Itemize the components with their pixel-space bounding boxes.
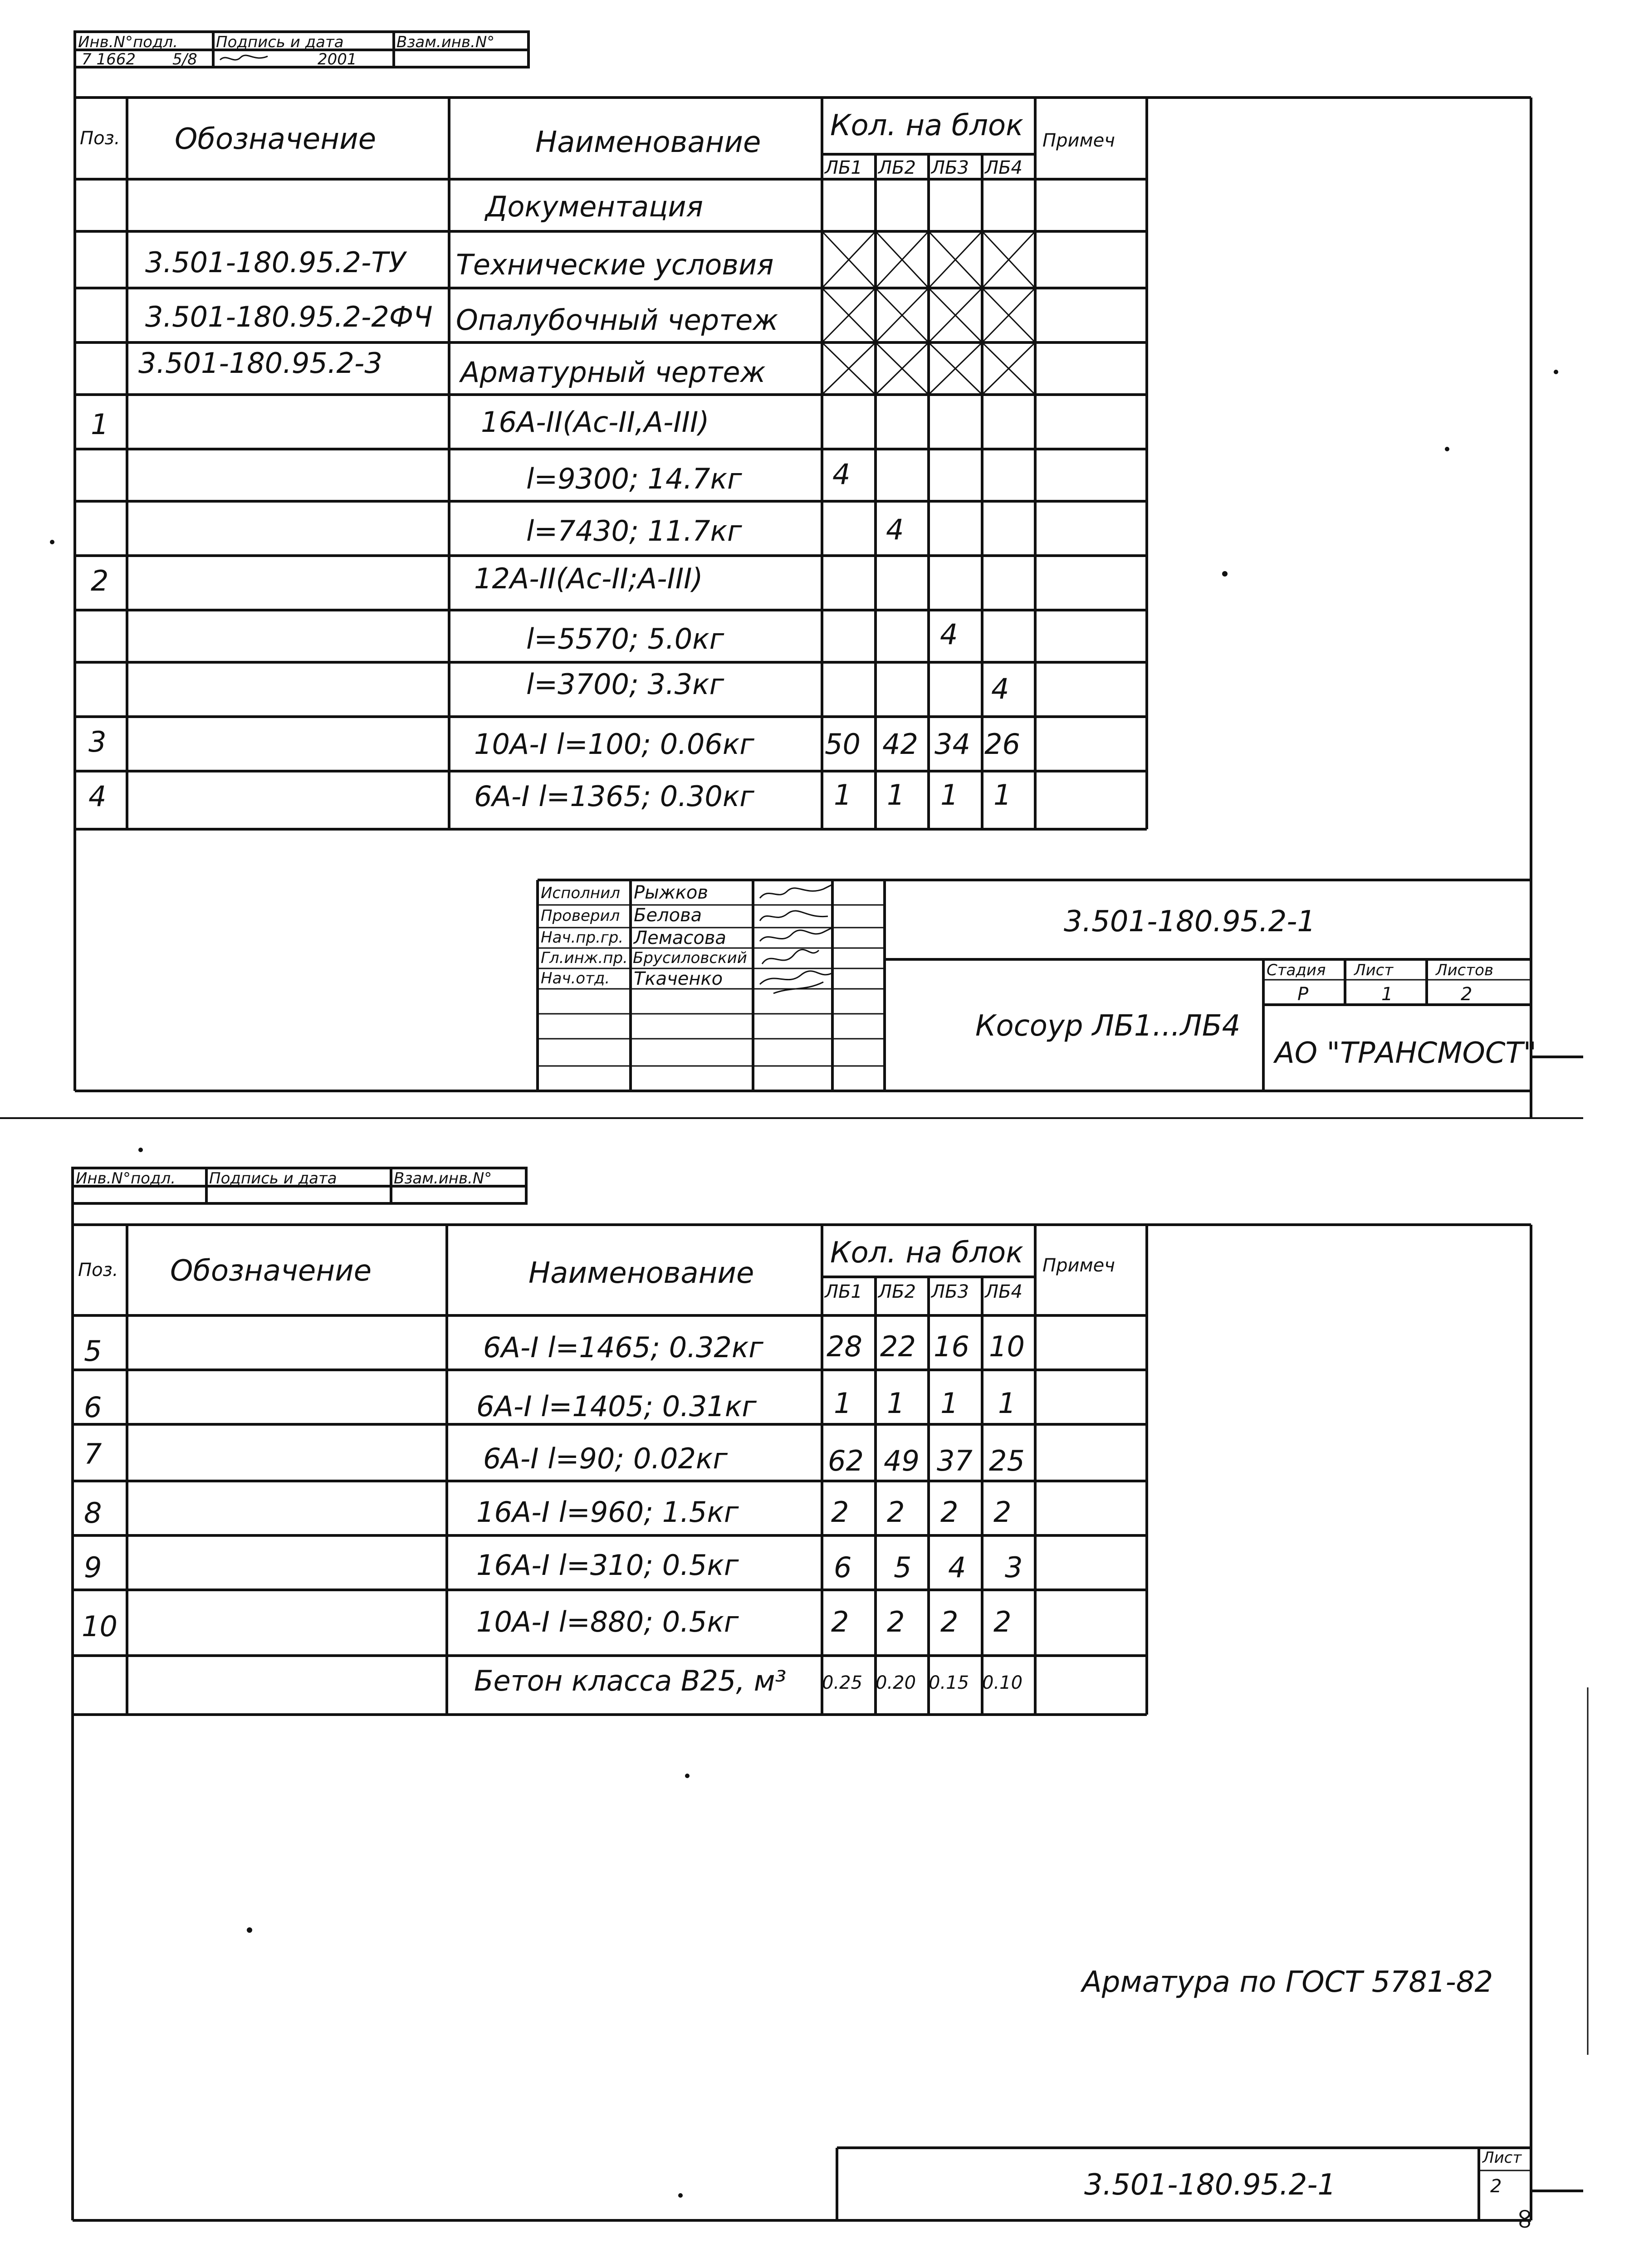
block-header: ЛБ2: [878, 1281, 916, 1302]
qty-cell: 1: [887, 778, 905, 811]
doc-code: 3.501-180.95.2-1: [1064, 905, 1316, 938]
row-pos: 9: [84, 1551, 102, 1584]
qty-cell: 4: [886, 513, 904, 546]
qty-cell: 1: [998, 1387, 1016, 1420]
col-designation-header: Обозначение: [170, 1254, 372, 1288]
row-name: 16A-II(Ac-II,A-III): [481, 406, 709, 439]
qty-cell: 2: [993, 1605, 1012, 1638]
row-pos: 4: [88, 780, 107, 813]
col-qty-header: Кол. на блок: [830, 109, 1023, 142]
qty-cell: 28: [827, 1330, 862, 1363]
person-name: Рыжков: [634, 882, 708, 903]
row-name: 6A-I l=1465; 0.32кг: [483, 1331, 763, 1364]
qty-cell: 0.25: [822, 1672, 863, 1693]
qty-cell: 1: [834, 778, 852, 811]
qty-cell: 37: [937, 1444, 973, 1477]
qty-cell: 34: [934, 728, 970, 761]
stamp-header-sign: Подпись и дата: [216, 33, 344, 51]
qty-cell: 2: [940, 1605, 959, 1638]
stamp-inv-number: 7 1662: [82, 50, 136, 68]
qty-cell: 2: [887, 1496, 905, 1529]
row-pos: 1: [91, 408, 109, 441]
qty-cell: 1: [887, 1387, 905, 1420]
row-name: Бетон класса В25, м³: [474, 1664, 787, 1697]
row-name: l=7430; 11.7кг: [526, 514, 742, 547]
block-header: ЛБ3: [931, 1281, 969, 1302]
qty-cell: 10: [989, 1330, 1025, 1363]
row-designation: 3.501-180.95.2-3: [138, 347, 382, 380]
block-header: ЛБ3: [931, 157, 969, 178]
qty-cell: 4: [832, 458, 851, 491]
row-name: l=3700; 3.3кг: [526, 668, 724, 701]
qty-cell: 2: [887, 1605, 905, 1638]
sheet-value: 1: [1381, 984, 1393, 1005]
block-header: ЛБ1: [825, 1281, 862, 1302]
qty-cell: 2: [993, 1496, 1012, 1529]
row-name: Технические условия: [456, 248, 774, 281]
stamp-header-replace: Взам.инв.N°: [396, 33, 495, 51]
qty-cell: 1: [834, 1387, 852, 1420]
stamp-header-replace: Взам.инв.N°: [394, 1169, 492, 1188]
stamp-signature: [218, 51, 272, 65]
qty-cell: 16: [934, 1330, 969, 1363]
doc-title: Косоур ЛБ1...ЛБ4: [975, 1009, 1241, 1043]
row-pos: 3: [88, 725, 107, 758]
row-pos: 7: [84, 1437, 102, 1471]
role-label: Нач.отд.: [541, 969, 610, 987]
col-qty-header: Кол. на блок: [830, 1236, 1023, 1270]
row-name: Арматурный чертеж: [460, 356, 766, 389]
sheet-value: 2: [1490, 2176, 1502, 2197]
stamp-header-sign: Подпись и дата: [209, 1169, 337, 1188]
row-pos: 5: [84, 1334, 102, 1368]
row-name: 6A-I l=90; 0.02кг: [483, 1442, 728, 1475]
qty-cell: 3: [1005, 1551, 1023, 1584]
qty-cell: 4: [948, 1551, 966, 1584]
block-header: ЛБ4: [985, 157, 1022, 178]
col-name-header: Наименование: [528, 1256, 754, 1290]
qty-cell: 26: [984, 728, 1020, 761]
block-header: ЛБ1: [825, 157, 862, 178]
stamp-header-inv: Инв.N°подл.: [76, 1169, 176, 1188]
qty-cell: 4: [991, 672, 1009, 705]
role-label: Нач.пр.гр.: [541, 929, 624, 947]
qty-cell: 22: [880, 1330, 916, 1363]
stage-label: Стадия: [1267, 961, 1326, 979]
row-name: l=9300; 14.7кг: [526, 462, 742, 495]
rebar-standard-note: Арматура по ГОСТ 5781-82: [1082, 1965, 1493, 1999]
stamp-inv-sub: 5/8: [172, 50, 197, 68]
row-name: 16A-I l=310; 0.5кг: [476, 1549, 739, 1582]
qty-cell: 0.15: [929, 1672, 969, 1693]
qty-cell: 6: [834, 1551, 852, 1584]
qty-cell: 2: [831, 1605, 849, 1638]
person-name: Ткаченко: [634, 968, 723, 989]
qty-cell: 1: [993, 778, 1012, 811]
row-name: Опалубочный чертеж: [456, 303, 778, 337]
sheet-label: Лист: [1354, 961, 1394, 979]
qty-cell: 62: [828, 1444, 864, 1477]
qty-cell: 25: [989, 1444, 1025, 1477]
row-designation: 3.501-180.95.2-2ФЧ: [145, 300, 433, 333]
stamp-sign-date: 2001: [318, 50, 357, 68]
qty-cell: 2: [940, 1496, 959, 1529]
row-designation: 3.501-180.95.2-ТУ: [145, 246, 406, 279]
col-designation-header: Обозначение: [175, 122, 377, 156]
qty-cell: 49: [884, 1444, 920, 1477]
qty-cell: 5: [894, 1551, 912, 1584]
sheet-label: Лист: [1482, 2149, 1522, 2167]
qty-cell: 4: [940, 618, 958, 651]
role-label: Гл.инж.пр.: [541, 949, 628, 967]
row-name: 12A-II(Ac-II;A-III): [474, 562, 703, 595]
organization: АО "ТРАНСМОСТ": [1275, 1036, 1537, 1070]
row-pos: 2: [91, 564, 109, 597]
row-name: Документация: [485, 190, 703, 223]
col-note-header: Примеч: [1042, 1255, 1115, 1276]
col-pos-header: Поз.: [80, 128, 120, 149]
row-name: 10A-I l=880; 0.5кг: [476, 1605, 739, 1638]
margin-mark: ∞: [1509, 2207, 1542, 2231]
row-name: 6A-I l=1365; 0.30кг: [474, 780, 754, 813]
col-name-header: Наименование: [535, 126, 761, 159]
col-note-header: Примеч: [1042, 130, 1115, 151]
sheets-label: Листов: [1436, 961, 1494, 979]
person-name: Лемасова: [634, 928, 726, 948]
row-pos: 6: [84, 1391, 102, 1424]
row-name: 16A-I l=960; 1.5кг: [476, 1496, 739, 1529]
qty-cell: 50: [825, 728, 861, 761]
row-pos: 8: [84, 1496, 102, 1530]
handwritten-signatures: [755, 882, 846, 1000]
block-header: ЛБ2: [878, 157, 916, 178]
block-header: ЛБ4: [985, 1281, 1022, 1302]
stamp-header-inv: Инв.N°подл.: [78, 33, 178, 51]
sheets-value: 2: [1461, 984, 1473, 1005]
col-pos-header: Поз.: [78, 1260, 118, 1281]
qty-cell: 0.20: [876, 1672, 916, 1693]
role-label: Проверил: [541, 907, 620, 925]
doc-code: 3.501-180.95.2-1: [1084, 2168, 1336, 2202]
person-name: Белова: [634, 905, 702, 926]
qty-cell: 1: [940, 778, 959, 811]
row-name: l=5570; 5.0кг: [526, 622, 724, 655]
qty-cell: 2: [831, 1496, 849, 1529]
qty-cell: 1: [940, 1387, 959, 1420]
role-label: Исполнил: [541, 884, 620, 902]
row-pos: 10: [82, 1610, 117, 1643]
person-name: Брусиловский: [633, 949, 747, 967]
stage-value: Р: [1297, 984, 1309, 1005]
row-name: 10A-I l=100; 0.06кг: [474, 728, 754, 761]
qty-cell: 42: [882, 728, 918, 761]
row-name: 6A-I l=1405; 0.31кг: [476, 1390, 757, 1423]
qty-cell: 0.10: [982, 1672, 1023, 1693]
